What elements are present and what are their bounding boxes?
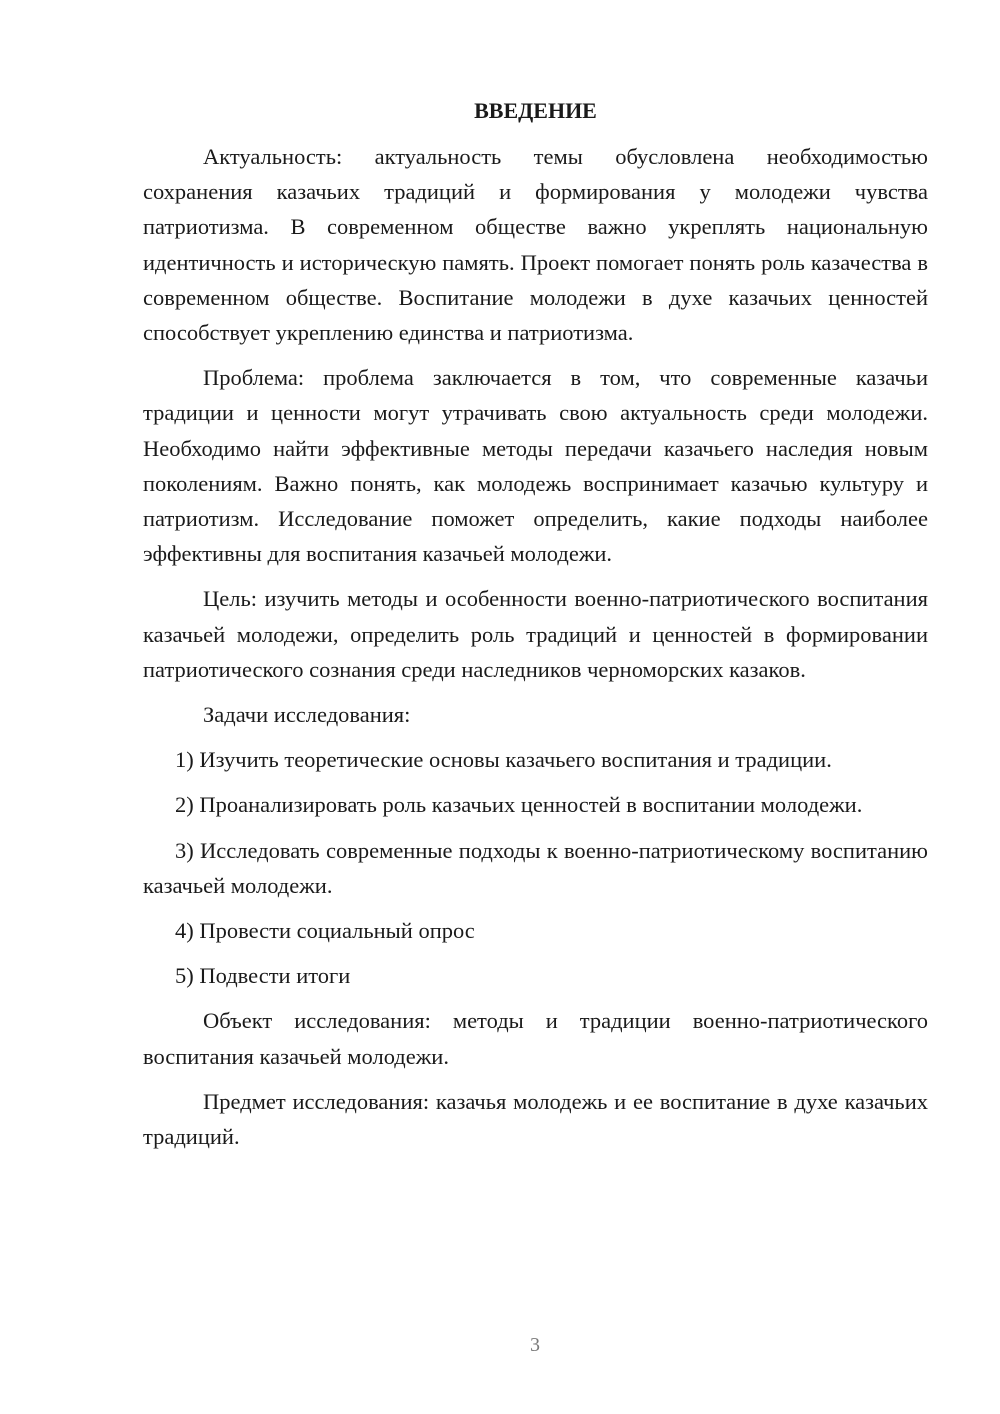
task-item-4: 4) Провести социальный опрос (175, 918, 475, 944)
document-body (143, 96, 928, 1164)
goal-paragraph: Цель: изучить методы и особенности военно-патриотического воспитания казачьей молодежи, определить роль традиций и ценностей в формировании патриотического сознания среди наследников черноморских казаков. (143, 586, 928, 682)
problem-paragraph: Проблема: проблема заключается в том, что современные казачьи традиции и ценности могут утрачивать свою актуальность среди молодежи. Необходимо найти эффективные методы передачи казачьего наследия новым поколениям. Важно понять, как молодежь воспринимает казачью культуру и патриотизм. Исследование поможет определить, какие подходы наиболее эффективны для воспитания казачьей молодежи. (143, 365, 928, 567)
object-paragraph: Объект исследования: методы и традиции военно-патриотического воспитания казачьей молодежи. (143, 1008, 928, 1069)
task-item-3: 3) Исследовать современные подходы к военно-патриотическому воспитанию казачьей молодежи. (143, 837, 928, 898)
relevance-paragraph: Актуальность: актуальность темы обусловлена необходимостью сохранения казачьих традиций и формирования у молодежи чувства патриотизма. В современном обществе важно укреплять национальную идентичность и историческую память. Проект помогает понять роль казачества в современном обществе. Воспитание молодежи в духе казачьих ценностей способствует укреплению единства и патриотизма. (143, 144, 928, 346)
section-heading: ВВЕДЕНИЕ (474, 98, 597, 123)
page-number: 3 (530, 1334, 540, 1356)
task-item-1: 1) Изучить теоретические основы казачьего воспитания и традиции. (175, 747, 832, 773)
task-item-2: 2) Проанализировать роль казачьих ценностей в воспитании молодежи. (175, 792, 863, 818)
subject-paragraph: Предмет исследования: казачья молодежь и ее воспитание в духе казачьих традиций. (143, 1088, 928, 1150)
tasks-title: Задачи исследования: (203, 702, 411, 728)
task-item-5: 5) Подвести итоги (175, 963, 351, 989)
